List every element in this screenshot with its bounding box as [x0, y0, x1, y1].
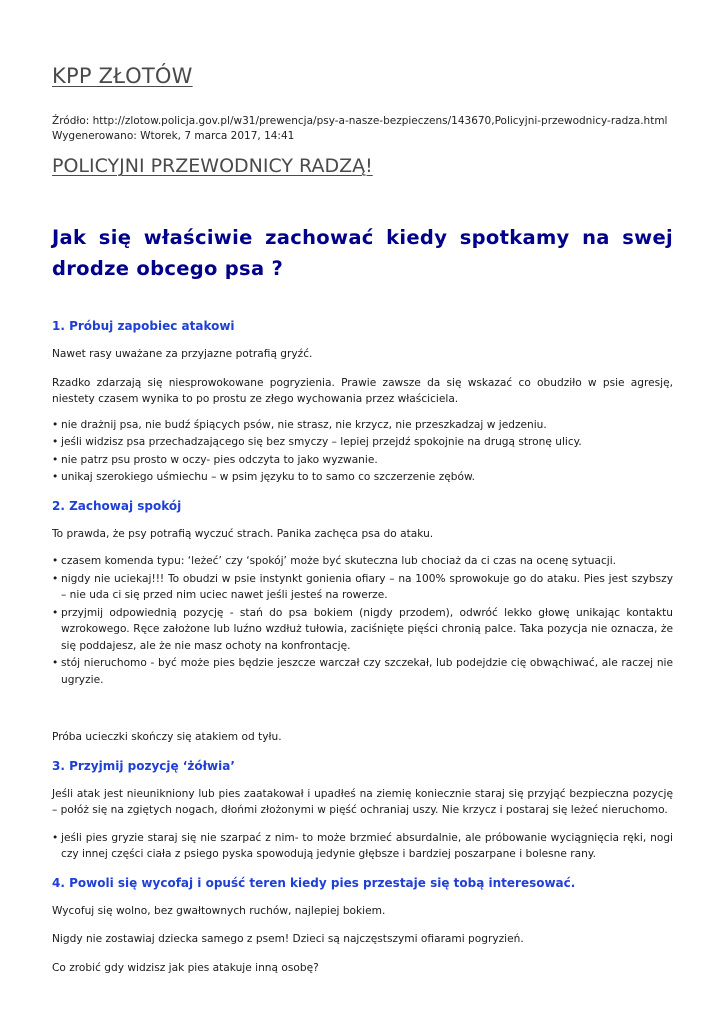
bullet-icon: • — [52, 453, 59, 466]
list-item: • nie drażnij psa, nie budź śpiących psów, nie strasz, nie krzycz, nie przeszkadzaj w jedzeniu. — [52, 417, 673, 434]
list-item: • jeśli widzisz psa przechadzającego się bez smyczy – lepiej przejdź spokojnie na drugą stronę ulicy. — [52, 434, 673, 451]
list-item: • nigdy nie uciekaj!!! To obudzi w psie instynkt gonienia ofiary – na 100% sprowokuje go do ataku. Pies jest szybszy – nie uda ci się przed nim uciec nawet jeśli jesteś na rowerze. — [52, 572, 673, 601]
section-4-paragraph-2: Nigdy nie zostawiaj dziecka samego z psem! Dzieci są najczęstszymi ofiarami pogryzień. — [52, 933, 524, 945]
list-item: • stój nieruchomo - być może pies będzie jeszcze warczał czy szczekał, lub podejdzie cię obwąchiwać, ale raczej nie ugryzie. — [52, 657, 673, 686]
section-3-title: 3. Przyjmij pozycję ‘żółwia’ — [52, 758, 235, 773]
bullet-icon: • — [52, 555, 59, 567]
list-item: • czasem komenda typu: ‘leżeć’ czy ‘spokój’ może być skuteczna lub chociaż da ci czas na ocenę sytuacji. — [52, 553, 673, 570]
bullet-icon: • — [52, 436, 59, 448]
generated-line: Wygenerowano: Wtorek, 7 marca 2017, 14:41 — [52, 130, 295, 142]
section-2-list — [52, 553, 673, 688]
document-meta — [52, 114, 667, 144]
site-title: KPP ZŁOTÓW — [52, 64, 193, 88]
source-line: Źródło: http://zlotow.policja.gov.pl/w31/prewencja/psy-a-nasze-bezpieczens/143670,Policyjni-przewodnicy-radza.html — [52, 115, 668, 127]
bullet-icon: • — [52, 657, 59, 669]
list-item: • nie patrz psu prosto w oczy- pies odczyta to jako wyzwanie. — [52, 452, 673, 469]
section-1-paragraph-1: Nawet rasy uważane za przyjazne potrafią gryźć. — [52, 348, 313, 360]
section-4-title: 4. Powoli się wycofaj i opuść teren kiedy pies przestaje się tobą interesować. — [52, 875, 576, 890]
section-1-paragraph-2: Rzadko zdarzają się niesprowokowane pogryzienia. Prawie zawsze da się wskazać co obudziło w psie agresję, niestety czasem wynika to po prostu ze złego wychowania przez właściciela. — [52, 376, 673, 405]
section-1-title: 1. Próbuj zapobiec atakowi — [52, 319, 235, 333]
section-title: POLICYJNI PRZEWODNICY RADZĄ! — [52, 155, 373, 177]
list-item: • przyjmij odpowiednią pozycję - stań do psa bokiem (nigdy przodem), odwróć lekko głowę unikając kontaktu wzrokowego. Ręce założone lub luźno wzdłuż tułowia, zaciśnięte pięści chronią palce. Taka pozycja nie oznacza, że się poddajesz, ale że nie masz ochoty na konfrontację. — [52, 606, 673, 652]
section-1-list — [52, 417, 673, 486]
bullet-icon: • — [52, 572, 59, 585]
section-3-paragraph-1: Jeśli atak jest nieunikniony lub pies zaatakował i upadłeś na ziemię koniecznie staraj się przyjąć bezpieczna pozycję – połóż się na zgiętych nogach, dłońmi złożonymi w pięść ochraniaj uszy. Nie krzycz i postaraj się leżeć nieruchomo. — [52, 787, 673, 816]
article-heading: Jak się właściwie zachować kiedy spotkamy na swej drodze obcego psa ? — [52, 226, 673, 280]
section-4-paragraph-3: Co zrobić gdy widzisz jak pies atakuje inną osobę? — [52, 961, 319, 974]
article-body — [52, 318, 673, 976]
section-2-paragraph-2: Próba ucieczki skończy się atakiem od tyłu. — [52, 731, 282, 743]
section-4-paragraph-1: Wycofuj się wolno, bez gwałtownych ruchów, najlepiej bokiem. — [52, 904, 386, 917]
section-3-list — [52, 830, 673, 863]
list-item: • jeśli pies gryzie staraj się nie szarpać z nim- to może brzmieć absurdalnie, ale próbowanie wyciągnięcia ręki, nogi czy innej części ciała z psiego pyska spowodują jedynie głębsze i bardziej poszarpane i bolesne rany. — [52, 831, 673, 860]
bullet-icon: • — [52, 606, 59, 619]
bullet-icon: • — [52, 831, 59, 844]
bullet-icon: • — [52, 418, 59, 431]
list-item: • unikaj szerokiego uśmiechu – w psim języku to to samo co szczerzenie zębów. — [52, 469, 673, 486]
section-2-title: 2. Zachowaj spokój — [52, 498, 182, 513]
bullet-icon: • — [52, 471, 59, 483]
section-2-paragraph-1: To prawda, że psy potrafią wyczuć strach. Panika zachęca psa do ataku. — [52, 527, 434, 540]
